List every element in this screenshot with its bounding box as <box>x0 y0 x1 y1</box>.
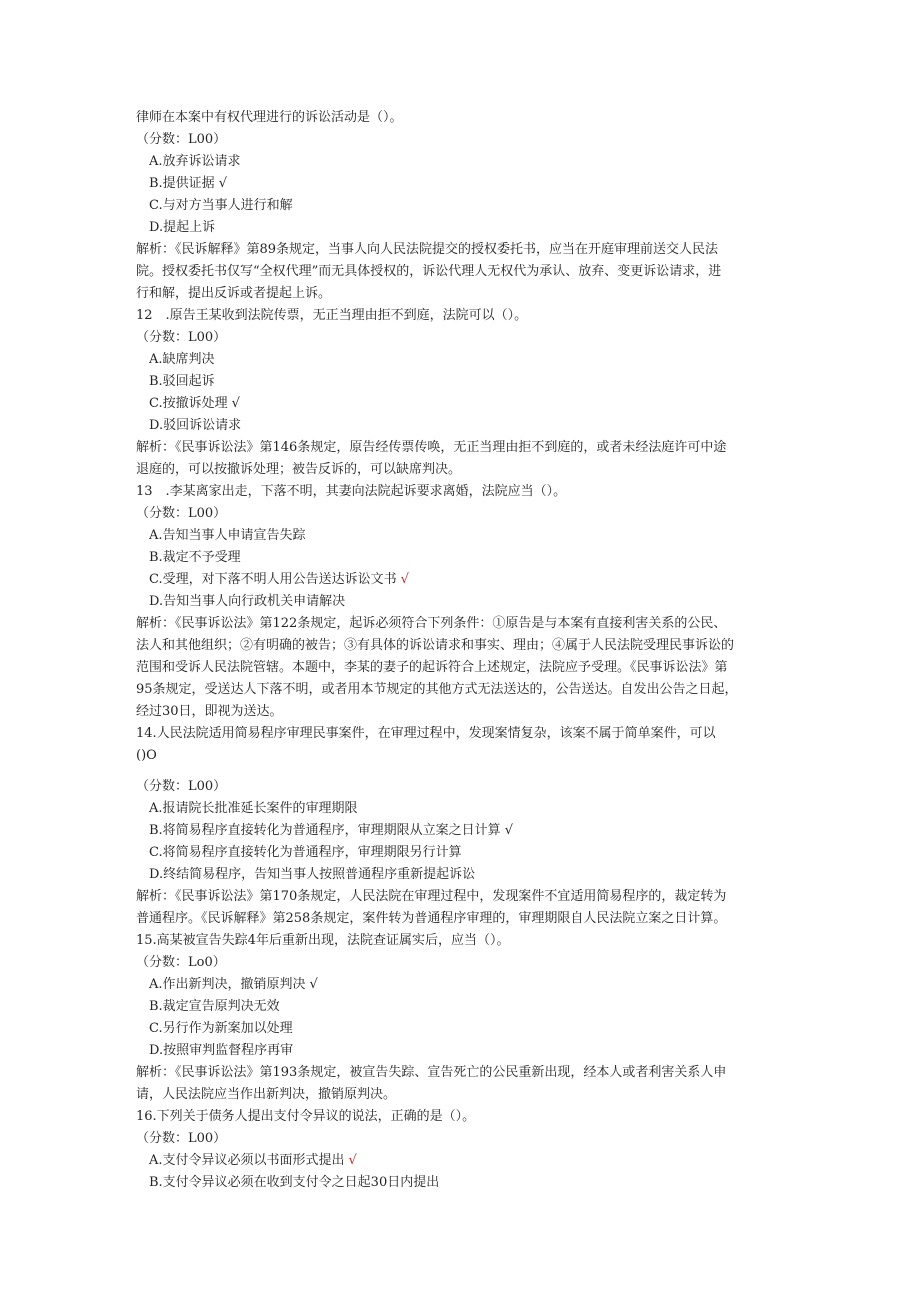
option-d <box>136 1040 786 1062</box>
option-text: A.放弃诉讼请求 <box>149 154 241 169</box>
option-text: B.裁定宣告原判决无效 <box>149 999 280 1014</box>
question-score: （分数：L00） <box>136 1131 227 1146</box>
question-stem: 15.高某被宣告失踪4年后重新出现，法院查证属实后，应当（）。 <box>136 933 510 948</box>
spacer <box>136 767 786 776</box>
option-d <box>136 415 786 437</box>
question-stem: 14.人民法院适用简易程序审理民事案件，在审理过程中，发现案情复杂，该案不属于简单案件，可以 <box>136 726 716 741</box>
question-16 <box>136 1106 786 1194</box>
option-b <box>136 173 786 195</box>
option-text: D.告知当事人向行政机关申请解决 <box>149 594 346 609</box>
question-stem: 12 .原告王某收到法院传票，无正当理由拒不到庭，法院可以（）。 <box>136 308 528 323</box>
correct-check-icon: √ <box>504 823 513 838</box>
option-a <box>136 1150 786 1172</box>
option-c <box>136 1018 786 1040</box>
option-text: A.支付令异议必须以书面形式提出 <box>149 1153 345 1168</box>
option-c <box>136 195 786 217</box>
analysis-line: 经过30日，即视为送达。 <box>136 704 283 719</box>
option-b <box>136 371 786 393</box>
option-d <box>136 864 786 886</box>
option-b <box>136 1172 786 1194</box>
option-c <box>136 393 786 415</box>
analysis-line: 95条规定，受送达人下落不明，或者用本节规定的其他方式无法送达的，公告送达。自发出公告之日起， <box>136 682 738 697</box>
analysis-line: 解析：《民事诉讼法》第170条规定，人民法院在审理过程中，发现案件不宜适用简易程序的，裁定转为 <box>136 889 727 904</box>
analysis-line: 院。授权委托书仅写“全权代理”而无具体授权的，诉讼代理人无权代为承认、放弃、变更诉讼请求，进 <box>136 264 722 279</box>
question-14 <box>136 723 786 930</box>
correct-check-icon: √ <box>231 396 240 411</box>
question-score: （分数：Lo0） <box>136 955 226 970</box>
option-text: A.报请院长批准延长案件的审理期限 <box>149 801 358 816</box>
option-a <box>136 974 786 996</box>
option-a <box>136 525 786 547</box>
correct-check-icon: √ <box>400 572 409 587</box>
option-c <box>136 842 786 864</box>
option-text: B.驳回起诉 <box>149 374 215 389</box>
question-12 <box>136 305 786 481</box>
option-a <box>136 151 786 173</box>
analysis-line: 解析：《民事诉讼法》第122条规定，起诉必须符合下列条件：①原告是与本案有直接利害关系的公民、 <box>136 616 727 631</box>
analysis-line: 解析：《民诉解释》第89条规定，当事人向人民法院提交的授权委托书，应当在开庭审理前送交人民法 <box>136 242 719 257</box>
question-15 <box>136 930 786 1106</box>
option-text: D.终结简易程序，告知当事人按照普通程序重新提起诉讼 <box>149 867 476 882</box>
option-text: D.驳回诉讼请求 <box>149 418 242 433</box>
question-13 <box>136 481 786 723</box>
option-text: D.按照审判监督程序再审 <box>149 1043 294 1058</box>
question-11 <box>136 107 786 305</box>
question-score: （分数：L00） <box>136 330 227 345</box>
option-text: A.告知当事人申请宣告失踪 <box>149 528 306 543</box>
question-stem: 13 .李某离家出走，下落不明，其妻向法院起诉要求离婚，法院应当（）。 <box>136 484 567 499</box>
option-text: D.提起上诉 <box>149 220 216 235</box>
option-text: C.与对方当事人进行和解 <box>149 198 293 213</box>
analysis-line: 请，人民法院应当作出新判决，撤销原判决。 <box>136 1087 397 1102</box>
option-text: B.裁定不予受理 <box>149 550 241 565</box>
analysis-line: 解析：《民事诉讼法》第193条规定，被宣告失踪、宣告死亡的公民重新出现，经本人或者利害关系人申 <box>136 1065 727 1080</box>
option-a <box>136 349 786 371</box>
correct-check-icon: √ <box>309 977 318 992</box>
option-b <box>136 996 786 1018</box>
analysis-line: 解析：《民事诉讼法》第146条规定，原告经传票传唤，无正当理由拒不到庭的，或者未经法庭许可中途 <box>136 440 727 455</box>
option-text: A.作出新判决，撤销原判决 <box>149 977 306 992</box>
question-list <box>136 107 786 1194</box>
analysis-line: 法人和其他组织；②有明确的被告；③有具体的诉讼请求和事实、理由；④属于人民法院受理民事诉讼的 <box>136 638 735 653</box>
option-a <box>136 798 786 820</box>
question-score: （分数：L00） <box>136 506 227 521</box>
option-text: C.另行作为新案加以处理 <box>149 1021 293 1036</box>
option-b <box>136 820 786 842</box>
correct-check-icon: √ <box>348 1153 357 1168</box>
option-d <box>136 591 786 613</box>
analysis-line: 行和解，提出反诉或者提起上诉。 <box>136 286 332 301</box>
option-c <box>136 569 786 591</box>
option-text: C.按撤诉处理 <box>149 396 228 411</box>
option-text: A.缺席判决 <box>149 352 215 367</box>
analysis-line: 普通程序。《民诉解释》第258条规定，案件转为普通程序审理的，审理期限自人民法院立案之日计算。 <box>136 911 727 926</box>
option-b <box>136 547 786 569</box>
question-stem: 律师在本案中有权代理进行的诉讼活动是（）。 <box>136 110 403 125</box>
option-text: C.受理，对下落不明人用公告送达诉讼文书 <box>149 572 397 587</box>
analysis-line: 退庭的，可以按撤诉处理；被告反诉的，可以缺席判决。 <box>136 462 462 477</box>
option-d <box>136 217 786 239</box>
option-text: C.将简易程序直接转化为普通程序，审理期限另行计算 <box>149 845 462 860</box>
question-score: （分数：L00） <box>136 779 227 794</box>
analysis-line: 范围和受诉人民法院管辖。本题中，李某的妻子的起诉符合上述规定，法院应予受理。《民事诉讼法》第 <box>136 660 728 675</box>
option-text: B.支付令异议必须在收到支付令之日起30日内提出 <box>149 1175 440 1190</box>
option-text: B.将简易程序直接转化为普通程序，审理期限从立案之日计算 <box>149 823 501 838</box>
question-score: （分数：L00） <box>136 132 227 147</box>
correct-check-icon: √ <box>218 176 227 191</box>
question-stem: 16.下列关于债务人提出支付令异议的说法，正确的是（）。 <box>136 1109 476 1124</box>
option-text: B.提供证据 <box>149 176 215 191</box>
question-stem-tail: ()O <box>136 748 157 763</box>
